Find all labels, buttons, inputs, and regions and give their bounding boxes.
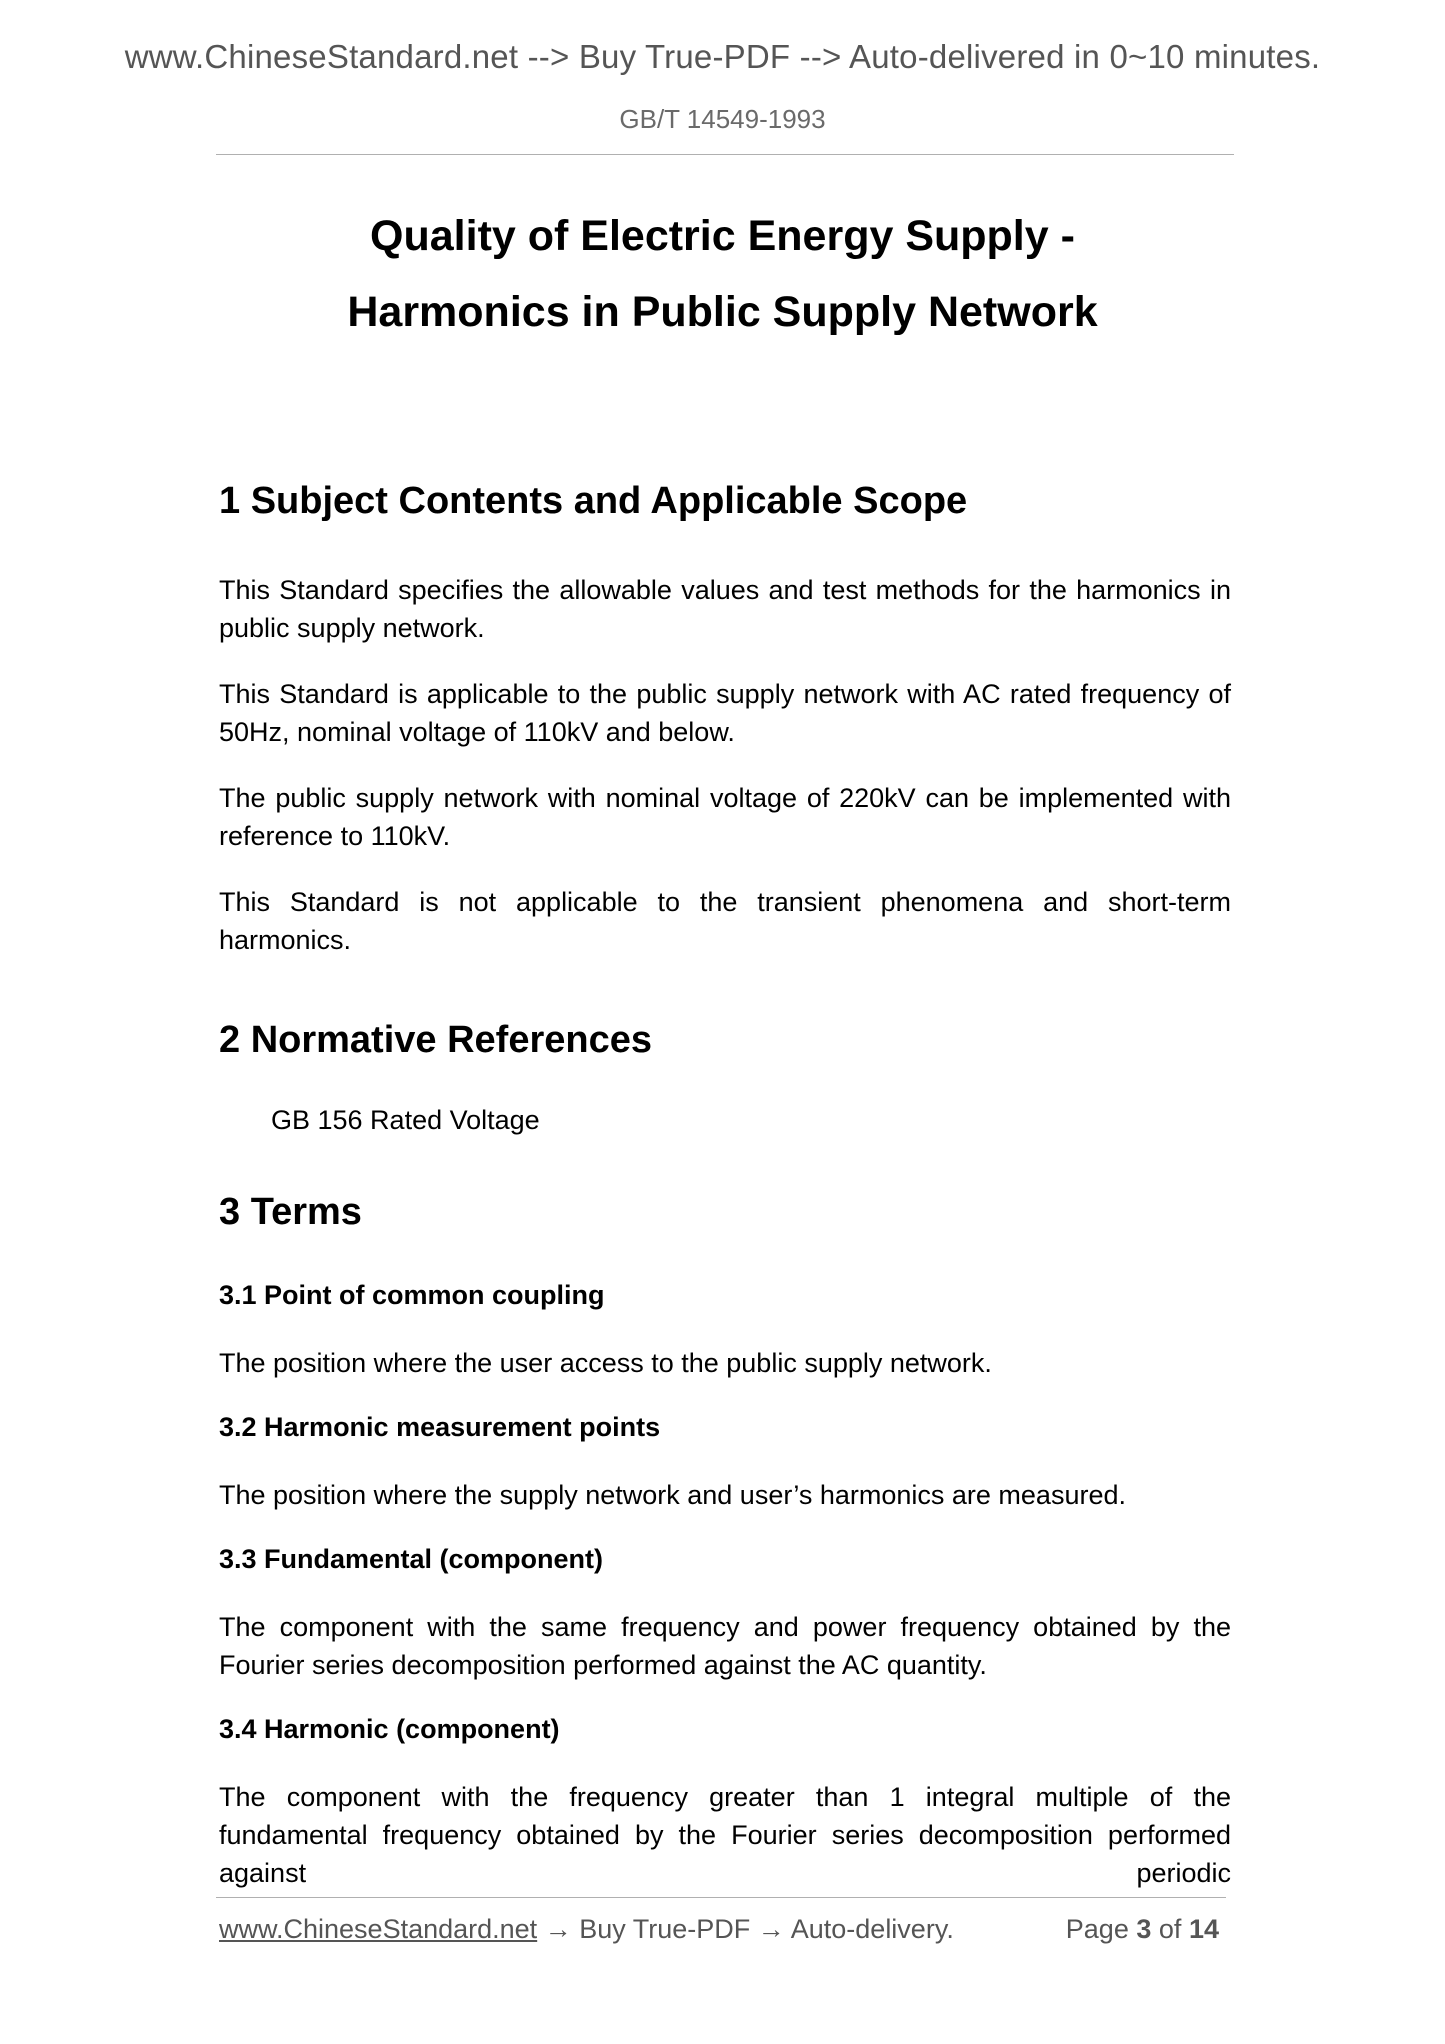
- term-3-1-heading: 3.1 Point of common coupling: [219, 1280, 605, 1310]
- page-of-label: of: [1158, 1914, 1182, 1944]
- term-3-2-heading: 3.2 Harmonic measurement points: [219, 1412, 661, 1442]
- term-3-2-definition: The position where the supply network and user’s harmonics are measured.: [219, 1480, 1126, 1510]
- page-current: 3: [1136, 1914, 1152, 1944]
- term-3-1-definition: The position where the user access to the public supply network.: [219, 1348, 992, 1378]
- normative-reference-item: GB 156 Rated Voltage: [271, 1105, 540, 1135]
- term-3-4-definition: The component with the frequency greater than 1 integral multiple of the fundamental frequency obtained by the Fourier series decomposition performed against periodic: [219, 1782, 1231, 1888]
- page-label: Page: [1065, 1914, 1129, 1944]
- footer-tagline: → Buy True-PDF → Auto-delivery.: [537, 1914, 954, 1944]
- term-3-3-definition: The component with the same frequency and power frequency obtained by the Fourier series decomposition performed against the AC quantity.: [219, 1612, 1231, 1680]
- term-3-3-heading: 3.3 Fundamental (component): [219, 1544, 604, 1574]
- header-divider: [216, 154, 1234, 155]
- document-title-line2: Harmonics in Public Supply Network: [347, 288, 1098, 336]
- footer-divider: [216, 1897, 1226, 1898]
- section-1-heading: 1 Subject Contents and Applicable Scope: [219, 480, 968, 522]
- document-body: [219, 480, 1231, 1892]
- page-indicator: [1066, 1914, 1219, 1945]
- standard-code: GB/T 14549-1993: [619, 104, 826, 134]
- term-3-4-heading: 3.4 Harmonic (component): [219, 1714, 560, 1744]
- page-footer: [219, 1914, 1231, 1945]
- footer-website-link[interactable]: www.ChineseStandard.net: [219, 1914, 538, 1944]
- section-1-paragraph-2: This Standard is applicable to the public supply network with AC rated frequency of 50Hz, nominal voltage of 110kV and below.: [219, 679, 1231, 747]
- section-1-paragraph-4: This Standard is not applicable to the transient phenomena and short-term harmonics.: [219, 887, 1231, 955]
- page-total: 14: [1188, 1914, 1219, 1944]
- section-3-heading: 3 Terms: [219, 1191, 362, 1233]
- header-banner: www.ChineseStandard.net --> Buy True-PDF --> Auto-delivered in 0~10 minutes.: [124, 38, 1321, 75]
- section-1-paragraph-1: This Standard specifies the allowable values and test methods for the harmonics in public supply network.: [219, 575, 1231, 643]
- section-2-heading: 2 Normative References: [219, 1019, 652, 1061]
- document-title-line1: Quality of Electric Energy Supply -: [370, 212, 1075, 260]
- section-1-paragraph-3: The public supply network with nominal voltage of 220kV can be implemented with reference to 110kV.: [219, 783, 1231, 851]
